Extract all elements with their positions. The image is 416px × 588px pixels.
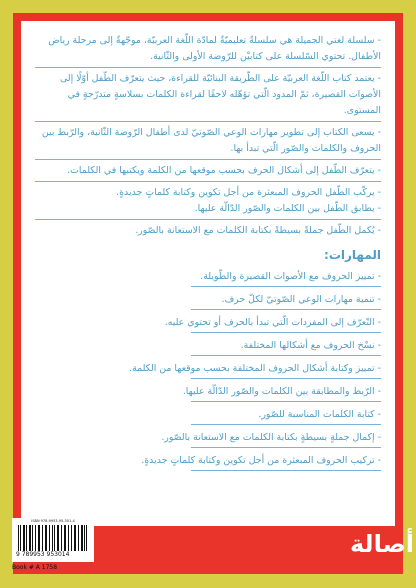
red-frame xyxy=(13,13,403,574)
text-panel xyxy=(21,21,395,526)
skill-text: - التّعرّف إلى المفردات الّتي تبدأ بالحرف أو تحتوي عليه. xyxy=(164,317,381,328)
underline xyxy=(191,447,381,448)
separator xyxy=(35,121,381,123)
publisher-logo xyxy=(350,524,414,564)
skill-text: - الرّبط والمطابقة بين الكلمات والصّور الدّالّة عليها. xyxy=(182,386,381,397)
skill-text: - تمييز وكتابة أشكال الحروف المختلفة بحسب موقعها من الكلمة. xyxy=(129,363,381,374)
skill-item xyxy=(35,428,381,451)
separator xyxy=(35,181,381,183)
intro-paragraph-5: - يركّب الطّفل الحروف المبعثرة من أجل تكوين وكتابة كلماتٍ جديدةٍ. xyxy=(116,187,381,198)
separator xyxy=(35,219,381,221)
intro-paragraph-3: - يسعى الكتاب إلى تطوير مهارات الوعي الصّوتيّ لدى أطفال الرّوضة الثّانية، والرّبط بين الحروف والكلمات والصّور الّتي تبدأ بها. xyxy=(41,127,381,154)
skill-item xyxy=(35,290,381,313)
book-number: Book # A 1758 xyxy=(12,564,58,571)
skills-heading: المهارات: xyxy=(324,248,381,262)
skill-item xyxy=(35,336,381,359)
underline xyxy=(191,401,381,402)
underline xyxy=(191,309,381,310)
intro-paragraph-6: - يطابق الطّفل بين الكلمات والصّور الدّالّة عليها. xyxy=(194,203,381,214)
isbn-barcode xyxy=(12,518,94,562)
underline xyxy=(191,332,381,333)
separator xyxy=(35,67,381,69)
underline xyxy=(191,470,381,471)
skill-item xyxy=(35,451,381,474)
skill-text: - تنمية مهارات الوعي الصّوتيّ لكلّ حرف. xyxy=(221,294,381,305)
skill-item xyxy=(35,267,381,290)
intro-paragraph-4: - يتعرّف الطّفل إلى أشكال الحرف بحسب موقعها من الكلمة ويكتبها في الكلمات. xyxy=(67,165,381,176)
isbn-label: ISBN 978-9953-95-301-4 xyxy=(31,519,75,523)
barcode-bars xyxy=(18,525,88,551)
skill-item xyxy=(35,359,381,382)
separator xyxy=(35,159,381,161)
intro-paragraph-7: - يُكمل الطّفل جملةً بسيطةً بكتابة الكلمات مع الاستعانة بالصّور. xyxy=(135,225,381,236)
skills-list xyxy=(35,267,381,474)
underline xyxy=(191,286,381,287)
skill-text: - نسْخ الحروف مع أشكالها المختلفة. xyxy=(240,340,381,351)
isbn-digits: 9 789953 953014 xyxy=(16,551,70,558)
logo-text: أصالة xyxy=(350,530,414,558)
skill-item xyxy=(35,313,381,336)
intro-paragraph-2: - يعتمد كتاب اللّغة العربيّة على الطّريقة البنائيّة للقراءة، حيث يتعرّف الطّفل أوّلًا إلى الأصوات القصيرة، ثمّ المدود الّتي تؤهّله لاحقًا لقراءة الكلمات بسلاسةٍ متدرّجةٍ في المستوى. xyxy=(59,73,381,116)
skill-text: - تركيب الحروف المبعثرة من أجل تكوين وكتابة كلماتٍ جديدةٍ. xyxy=(141,455,381,466)
skill-item xyxy=(35,382,381,405)
skill-text: - إكمال جملةٍ بسيطةٍ بكتابة الكلمات مع الاستعانة بالصّور. xyxy=(161,432,381,443)
underline xyxy=(191,355,381,356)
underline xyxy=(191,378,381,379)
skill-item xyxy=(35,405,381,428)
description-block xyxy=(21,21,395,474)
underline xyxy=(191,424,381,425)
intro-paragraph-1: - سلسلة لغتي الجميلة هي سلسلةٌ تعليميّةٌ لمادّة اللّغة العربيّة، موجّهةٌ إلى مرحلة رياض الأطفال. تحتوي السّلسلة على كتابيْن للرّوضة الأولى والثّانية. xyxy=(48,35,381,62)
skill-text: - تمييز الحروف مع الأصوات القصيرة والطّويلة. xyxy=(200,271,381,282)
skill-text: - كتابة الكلمات المناسبة للصّور. xyxy=(258,409,381,420)
